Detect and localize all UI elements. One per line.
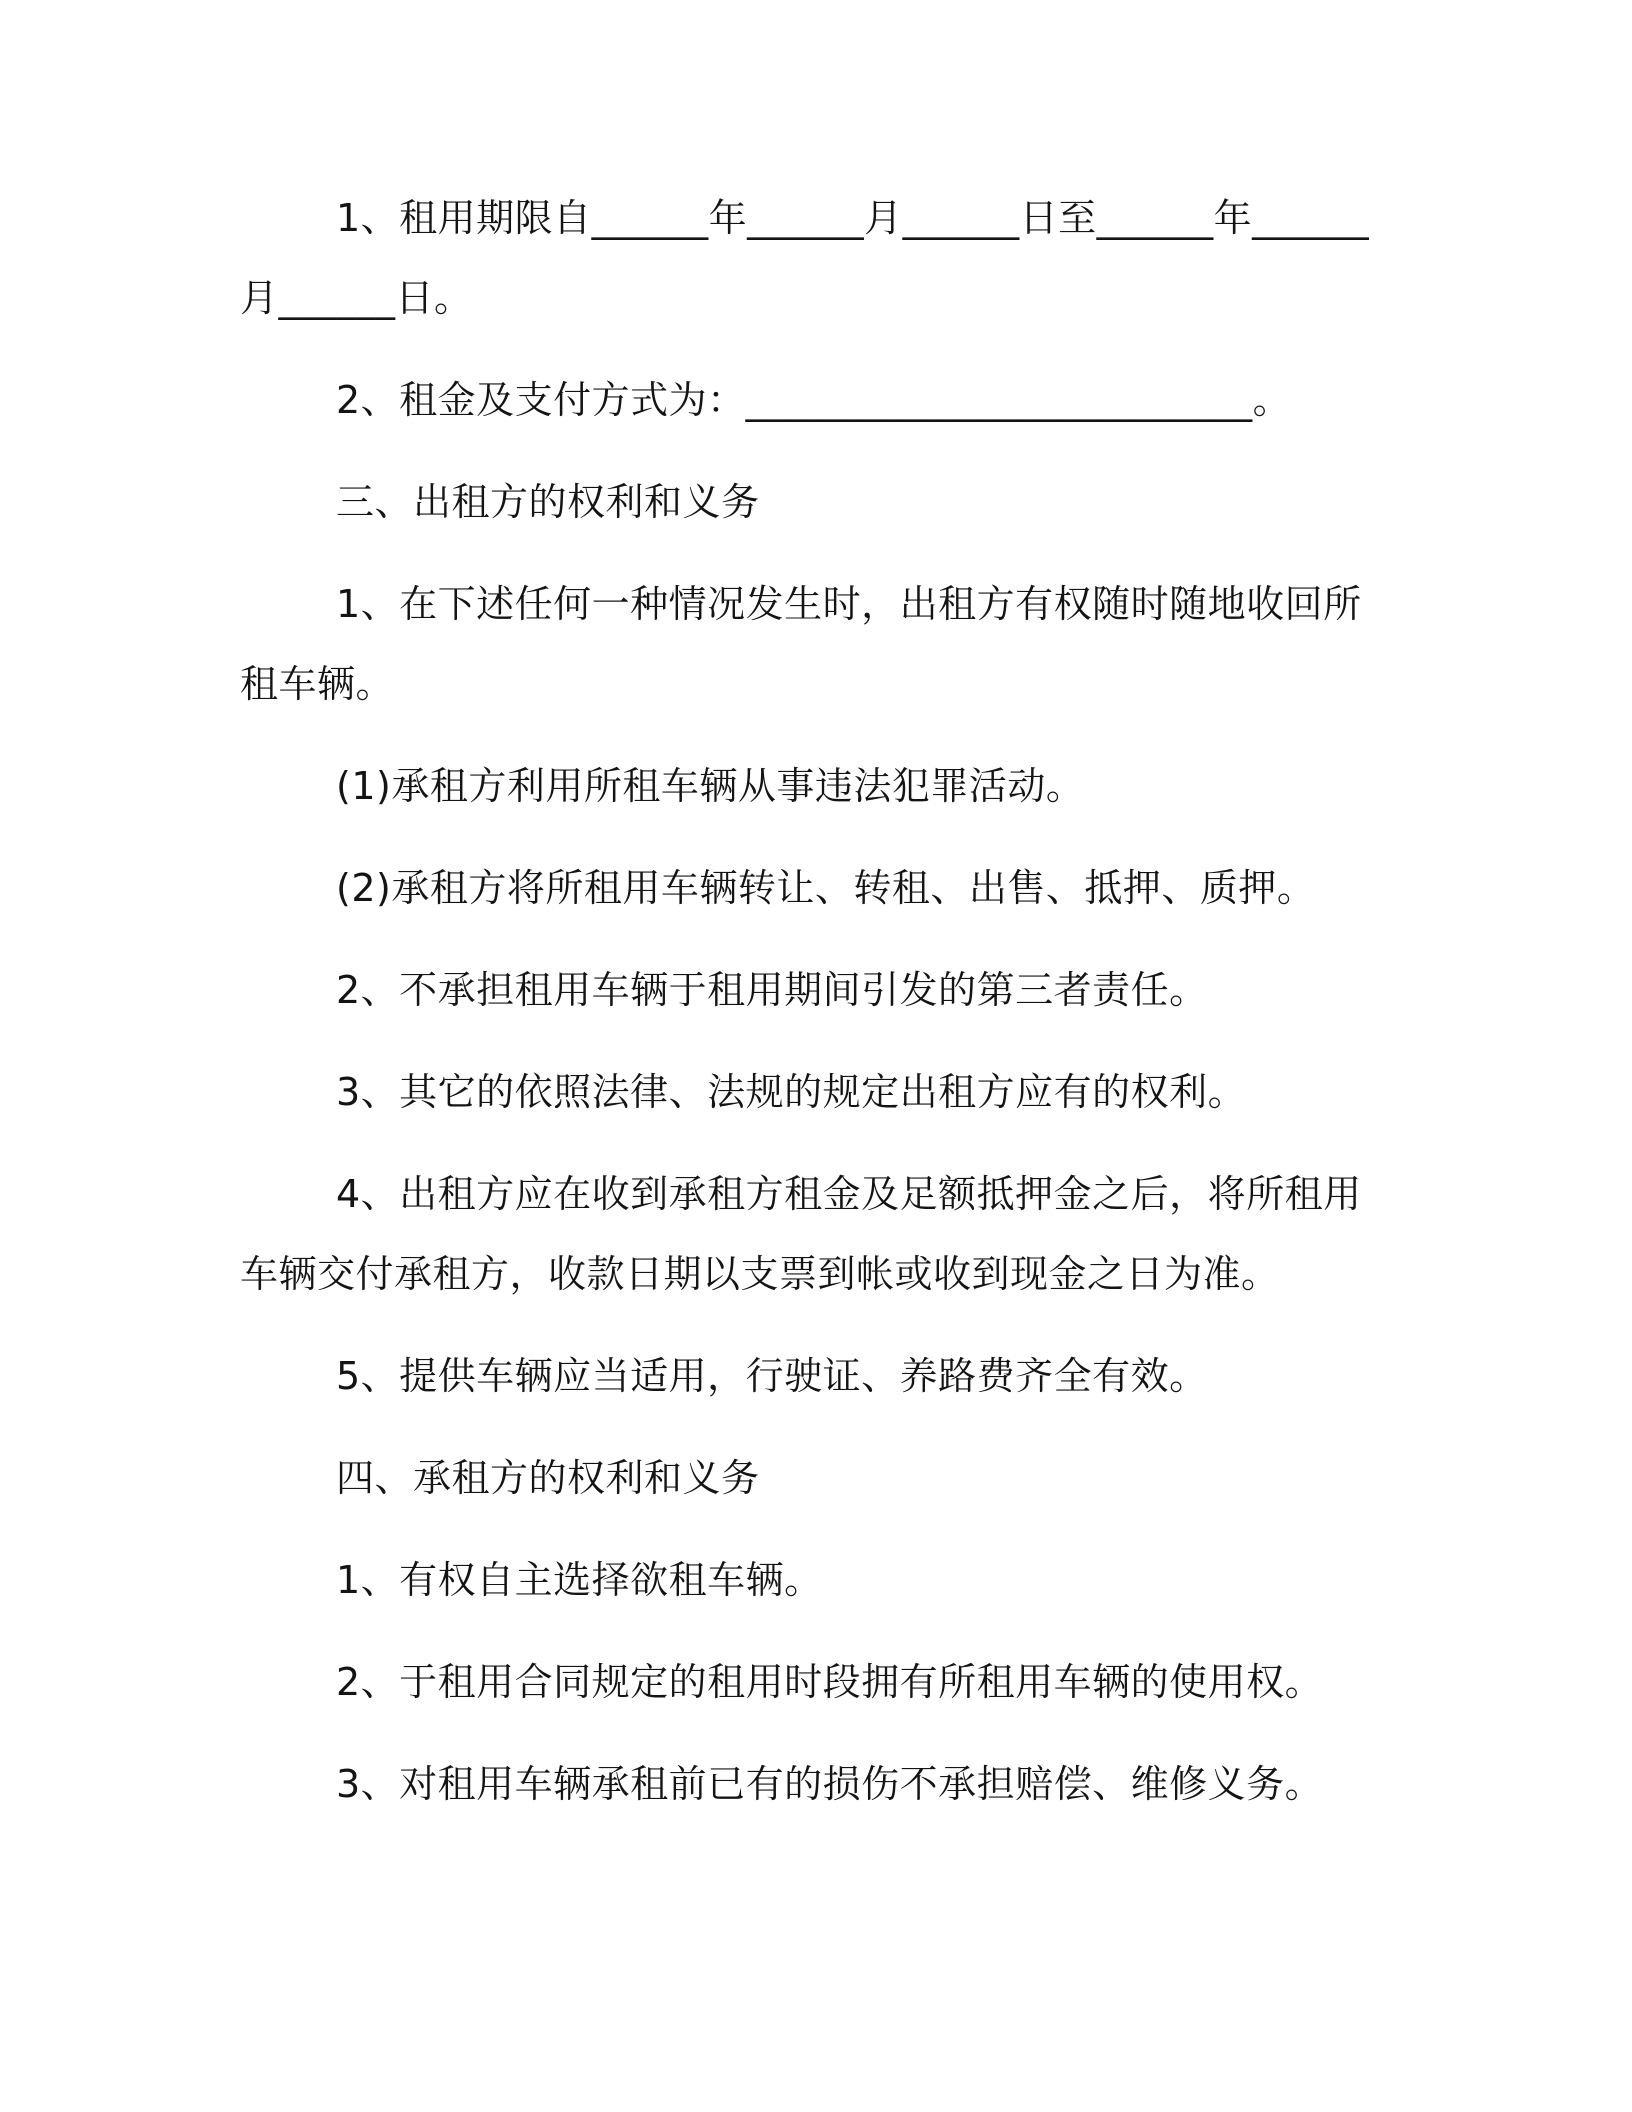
- paragraph-lessee-right-3: 3、对租用车辆承租前已有的损伤不承担赔偿、维修义务。: [336, 1762, 1324, 1806]
- paragraph-lessor-right-5: 5、提供车辆应当适用，行驶证、养路费齐全有效。: [336, 1354, 1208, 1398]
- paragraph-lessor-right-3: 3、其它的依照法律、法规的规定出租方应有的权利。: [336, 1070, 1247, 1114]
- paragraph-rent-payment: 2、租金及支付方式为：__________________________。: [336, 378, 1292, 422]
- paragraph-lessor-right-4: 4、出租方应在收到承租方租金及足额抵押金之后，将所租用车辆交付承租方，收款日期以支票到帐或收到现金之日为准。: [240, 1172, 1362, 1296]
- paragraph-lessor-right-1: 1、在下述任何一种情况发生时，出租方有权随时随地收回所租车辆。: [240, 582, 1362, 706]
- paragraph-lessor-right-1-item-1: (1)承租方利用所租车辆从事违法犯罪活动。: [336, 764, 1085, 808]
- section-heading-lessee: 四、承租方的权利和义务: [336, 1456, 760, 1500]
- paragraph-lease-term: 1、租用期限自______年______月______日至______年______月______日。: [240, 196, 1370, 320]
- paragraph-lessee-right-1: 1、有权自主选择欲租车辆。: [336, 1558, 823, 1602]
- paragraph-lessor-right-2: 2、不承担租用车辆于租用期间引发的第三者责任。: [336, 968, 1208, 1012]
- paragraph-lessor-right-1-item-2: (2)承租方将所租用车辆转让、转租、出售、抵押、质押。: [336, 866, 1316, 910]
- paragraph-lessee-right-2: 2、于租用合同规定的租用时段拥有所租用车辆的使用权。: [336, 1660, 1324, 1704]
- section-heading-lessor: 三、出租方的权利和义务: [336, 480, 760, 524]
